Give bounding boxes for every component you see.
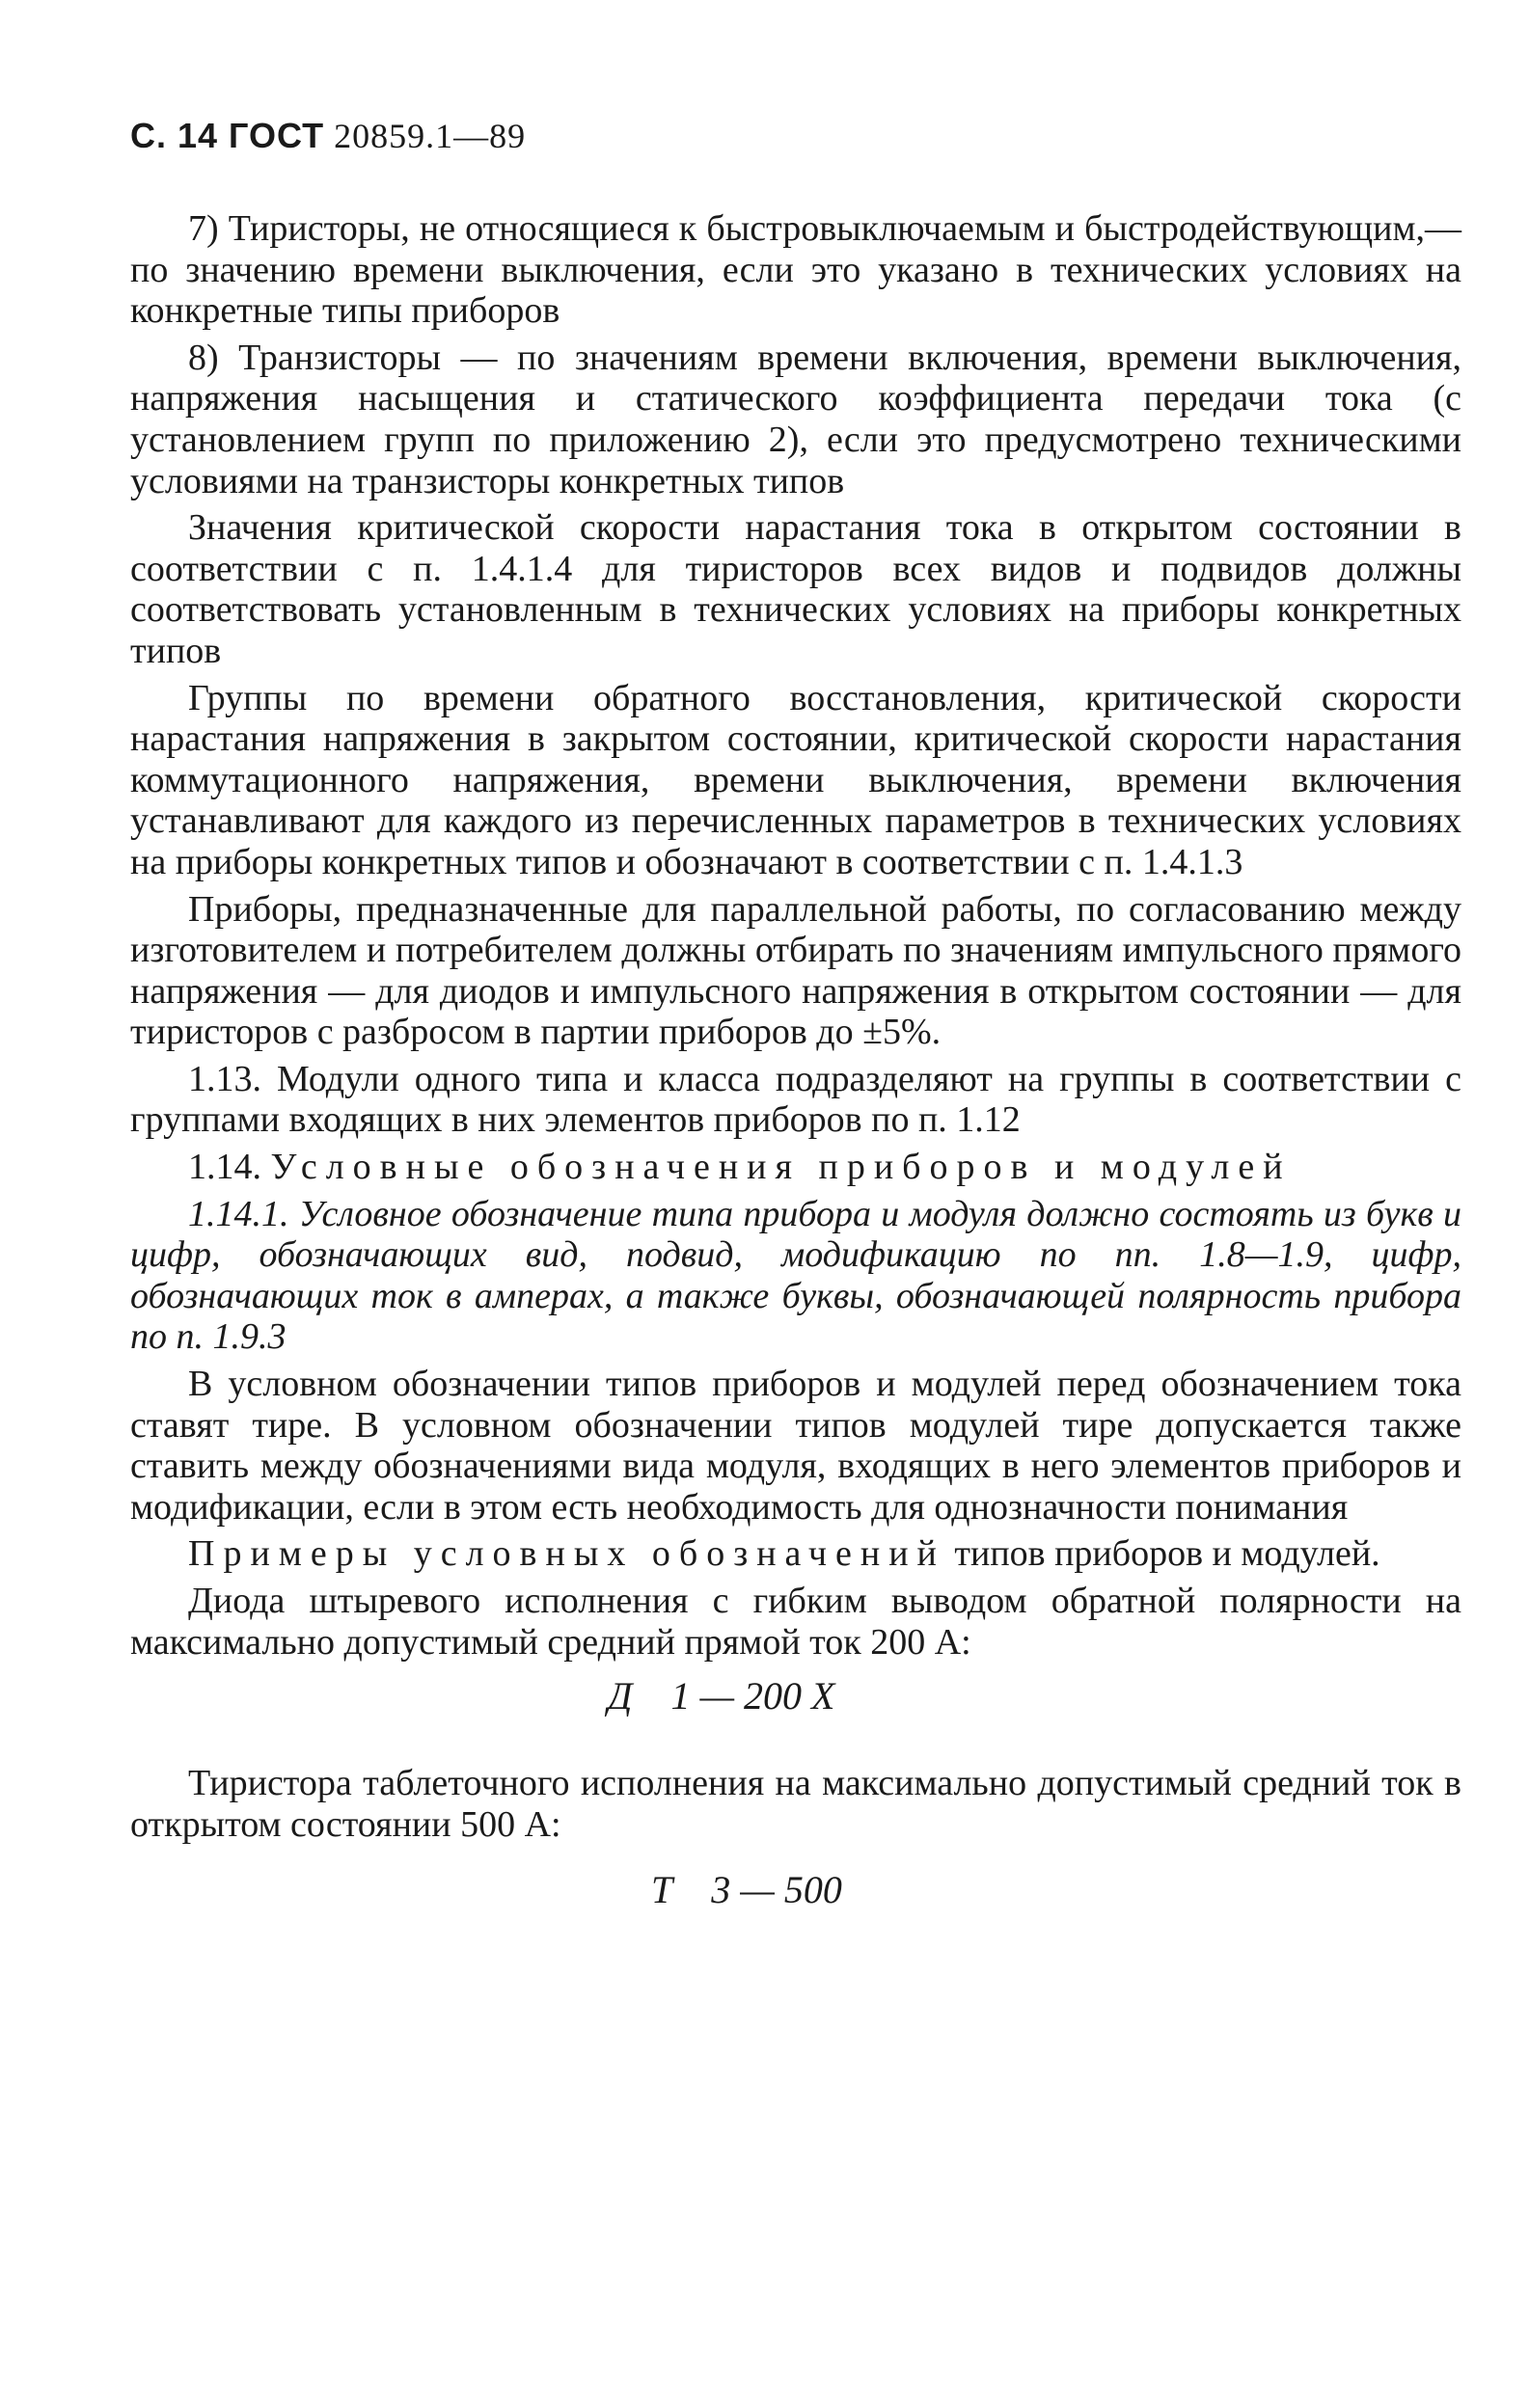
paragraph-transistors: 8) Транзисторы — по значениям времени включения, времени выключения, напряжения насыщения и статического коэффициента передачи тока (с установлением групп по приложению 2), если это предусмотрено техническими условиями на транзисторы конкретных типов — [130, 337, 1461, 501]
section-heading-1-14 — [130, 1147, 1461, 1188]
header-label: С. 14 ГОСТ — [130, 116, 325, 155]
paragraph-parallel-operation: Приборы, предназначенные для параллельной работы, по согласованию между изготовителем и потребителем должны отбирать по значениям импульсного прямого напряжения — для диодов и импульсного напряжения в открытом состоянии — для тиристоров с разбросом в партии приборов до ±5%. — [130, 888, 1461, 1053]
paragraph-critical-rate: Значения критической скорости нарастания тока в открытом состоянии в соответствии с п. 1.4.1.4 для тиристоров всех видов и подвидов должны соответствовать установленным в технических условиях на приборы конкретных типов — [130, 507, 1461, 671]
paragraph-thyristors: 7) Тиристоры, не относящиеся к быстровыключаемым и быстродействующим,— по значению времени выключения, если это указано в технических условиях на конкретные типы приборов — [130, 208, 1461, 332]
header-standard-number: 20859.1—89 — [334, 117, 527, 155]
examples-rest: типов приборов и модулей. — [954, 1533, 1380, 1575]
example-diode-text: Диода штыревого исполнения с гибким выводом обратной полярности на максимально допустимый средний прямой ток 200 А: — [130, 1581, 1461, 1663]
section-number: 1.14. — [188, 1147, 261, 1188]
paragraph-1-13-modules: 1.13. Модули одного типа и класса подразделяют на группы в соответствии с группами входящих в них элементов приборов по п. 1.12 — [130, 1058, 1461, 1141]
document-page — [130, 116, 1461, 1957]
paragraph-dash-rule: В условном обозначении типов приборов и модулей перед обозначением тока ставят тире. В условном обозначении типов модулей тире допускается также ставить между обозначениями вида модуля, входящих в него элементов приборов и модификации, если в этом есть необходимость для однозначности понимания — [130, 1364, 1461, 1528]
example-thyristor-text: Тиристора таблеточного исполнения на максимально допустимый средний ток в открытом состоянии 500 А: — [130, 1763, 1461, 1845]
example-thyristor-formula: Т 3 — 500 — [651, 1868, 842, 1912]
paragraph-1-14-1: 1.14.1. Условное обозначение типа прибора и модуля должно состоять из букв и цифр, обозначающих вид, подвид, модификацию по пп. 1.8—1.9, цифр, обозначающих ток в амперах, а также буквы, обозначающей полярность прибора по п. 1.9.3 — [130, 1193, 1461, 1358]
example-diode-formula: Д 1 — 200 Х — [608, 1674, 835, 1718]
examples-spaced-label: Примеры условных обозначений — [188, 1533, 945, 1575]
section-title: Условные обозначения приборов и модулей — [270, 1147, 1292, 1188]
examples-heading — [130, 1533, 1461, 1575]
paragraph-groups: Группы по времени обратного восстановления, критической скорости нарастания напряжения в закрытом состоянии, критической скорости нарастания коммутационного напряжения, времени выключения, времени включения устанавливают для каждого из перечисленных параметров в технических условиях на приборы конкретных типов и обозначают в соответствии с п. 1.4.1.3 — [130, 677, 1461, 882]
page-header — [130, 116, 1461, 156]
